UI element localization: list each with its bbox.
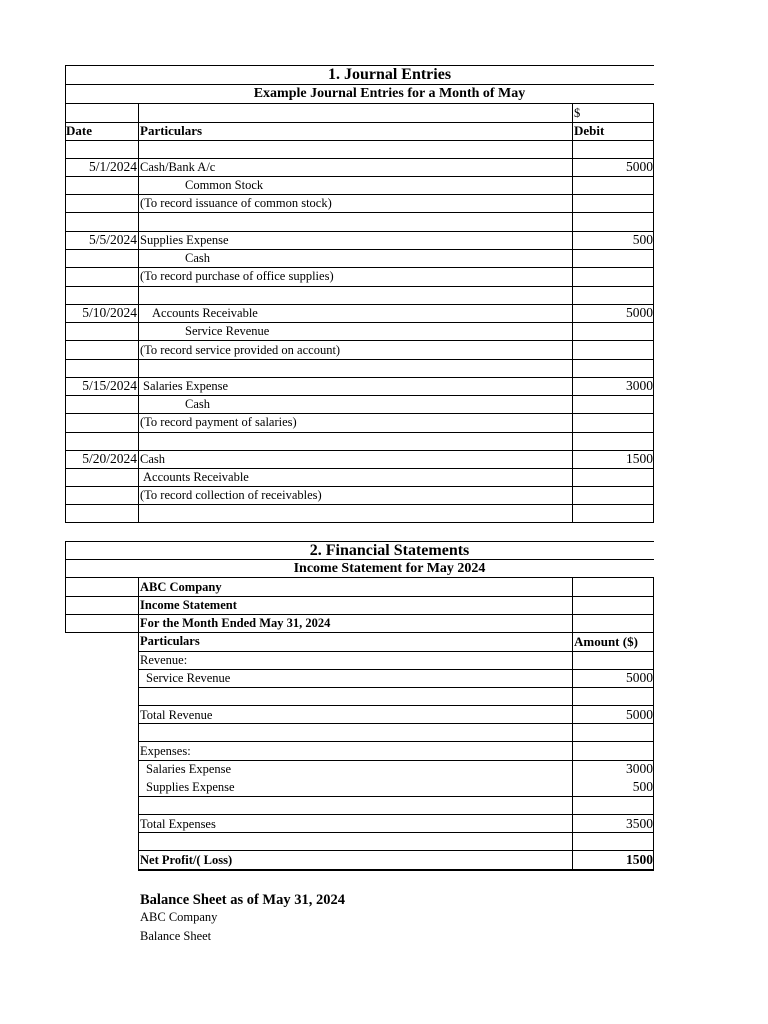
entry-credit-account: Cash [185, 251, 210, 265]
balance-sheet-company: ABC Company [140, 910, 218, 924]
service-revenue-label: Service Revenue [146, 671, 231, 685]
income-col-particulars: Particulars [140, 634, 200, 648]
salaries-expense-label: Salaries Expense [146, 762, 232, 776]
income-col-amount: Amount ($) [574, 634, 638, 649]
net-profit-label: Net Profit/( Loss) [140, 853, 233, 867]
entry-debit-account: Salaries Expense [143, 379, 229, 393]
total-expenses-value: 3500 [626, 816, 653, 831]
entry-debit-account: Supplies Expense [140, 233, 229, 247]
balance-sheet-name: Balance Sheet [140, 929, 212, 943]
entry-date: 5/10/2024 [82, 305, 137, 320]
revenue-heading: Revenue: [140, 653, 188, 667]
entry-debit-amount: 5000 [626, 305, 653, 320]
entry-debit-amount: 1500 [626, 451, 653, 466]
entry-debit-amount: 3000 [626, 378, 653, 393]
company-name: ABC Company [140, 580, 222, 594]
financial-section-title: 2. Financial Statements [309, 542, 470, 559]
statement-period: For the Month Ended May 31, 2024 [140, 616, 331, 630]
entry-narration: (To record service provided on account) [140, 343, 341, 357]
entry-credit-account: Common Stock [185, 178, 264, 192]
col-debit-header: Debit [574, 123, 605, 138]
net-profit-value: 1500 [626, 852, 653, 867]
balance-sheet-title: Balance Sheet as of May 31, 2024 [140, 892, 345, 908]
journal-subtitle: Example Journal Entries for a Month of May [253, 86, 526, 101]
statement-name: Income Statement [140, 598, 237, 612]
entry-narration: (To record purchase of office supplies) [140, 269, 334, 283]
entry-narration: (To record issuance of common stock) [140, 196, 332, 210]
total-expenses-label: Total Expenses [140, 817, 216, 831]
entry-debit-amount: 500 [632, 232, 653, 247]
entry-narration: (To record payment of salaries) [140, 415, 297, 429]
income-statement-subtitle: Income Statement for May 2024 [293, 561, 486, 576]
entry-narration: (To record collection of receivables) [140, 488, 322, 502]
salaries-expense-value: 3000 [626, 761, 653, 776]
supplies-expense-value: 500 [632, 779, 653, 794]
col-date-header: Date [66, 123, 92, 138]
entry-debit-amount: 5000 [626, 159, 653, 174]
supplies-expense-label: Supplies Expense [146, 780, 235, 794]
entry-debit-account: Cash [140, 452, 165, 466]
entry-credit-account: Service Revenue [185, 324, 270, 338]
expenses-heading: Expenses: [140, 744, 191, 758]
entry-credit-account: Cash [185, 397, 210, 411]
service-revenue-value: 5000 [626, 670, 653, 685]
col-particulars-header: Particulars [140, 123, 203, 138]
entry-date: 5/5/2024 [88, 232, 137, 247]
entry-date: 5/15/2024 [82, 378, 137, 393]
entry-credit-account: Accounts Receivable [143, 470, 249, 484]
currency-symbol: $ [574, 106, 581, 120]
total-revenue-label: Total Revenue [140, 708, 213, 722]
journal-section-title: 1. Journal Entries [327, 66, 452, 83]
entry-date: 5/1/2024 [88, 159, 137, 174]
total-revenue-value: 5000 [626, 707, 653, 722]
entry-debit-account: Accounts Receivable [152, 306, 258, 320]
entry-debit-account: Cash/Bank A/c [140, 160, 216, 174]
entry-date: 5/20/2024 [82, 451, 137, 466]
